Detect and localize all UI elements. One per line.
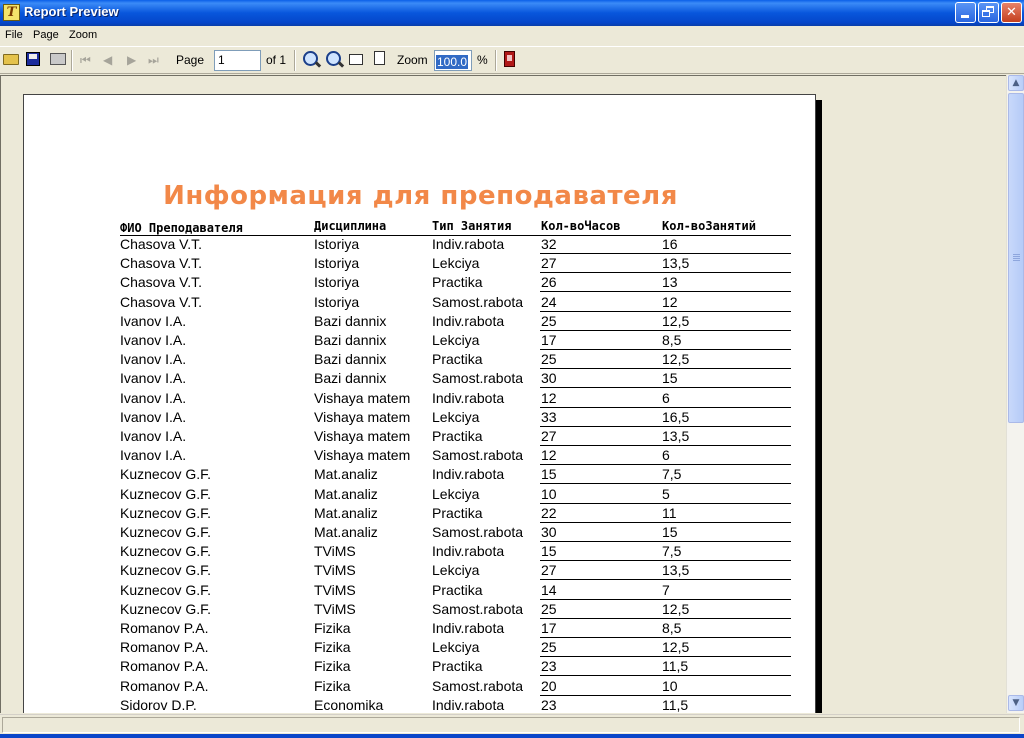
table-row [24,504,817,523]
table-row [24,657,817,676]
cell-hours: 14 [541,581,557,598]
cell-sessions: 13,5 [662,562,690,579]
cell-sessions: 8,5 [662,332,682,348]
cell-sessions: 11 [662,504,677,521]
zoom-input[interactable] [434,50,472,71]
cell-hours: 12 [541,447,557,464]
toolbar [0,46,1024,74]
whole-page-icon[interactable] [374,51,385,65]
percent-label: % [477,53,488,67]
cell-discipline: Mat.analiz [314,524,378,540]
cell-hours: 10 [541,485,557,502]
table-row [24,600,817,619]
cell-sessions: 15 [662,524,678,540]
cell-hours: 25 [541,600,557,617]
cell-teacher: Kuznecov G.F. [120,600,212,617]
exit-icon[interactable] [504,51,515,67]
cell-hours: 26 [541,274,557,291]
status-bar [0,714,1024,734]
cell-discipline: Fizika [314,639,351,656]
cell-teacher: Ivanov I.A. [120,351,187,368]
cell-discipline: Vishaya matem [314,408,411,425]
preview-area[interactable] [0,75,1006,713]
cell-teacher: Chasova V.T. [120,236,202,252]
cell-sessions: 15 [662,370,678,387]
cell-teacher: Ivanov I.A. [120,428,187,444]
cell-teacher: Chasova V.T. [120,255,202,272]
cell-teacher: Kuznecov G.F. [120,562,212,579]
cell-discipline: TViMS [314,562,356,579]
cell-hours: 12 [541,389,557,406]
cell-teacher: Kuznecov G.F. [120,524,212,540]
menu-bar [0,26,1024,45]
next-page-icon[interactable]: ▶ [127,53,137,67]
cell-sessions: 12 [662,293,678,310]
cell-type: Practika [432,658,483,675]
cell-sessions: 7,5 [662,543,682,560]
cell-teacher: Ivanov I.A. [120,389,187,406]
table-row [24,331,817,350]
last-page-icon[interactable]: ⏭ [148,53,159,67]
cell-hours: 25 [541,312,557,329]
grip-icon [1013,254,1020,261]
window-title: Report Preview [24,4,119,19]
cell-hours: 30 [541,370,557,387]
cell-discipline: Vishaya matem [314,428,411,444]
cell-type: Practika [432,504,483,521]
cell-type: Samost.rabota [432,600,524,617]
title-bar[interactable] [0,0,1024,26]
cell-type: Indiv.rabota [432,543,505,560]
cell-discipline: Fizika [314,677,351,694]
cell-type: Practika [432,581,483,598]
page-label: Page [176,53,205,67]
cell-type: Indiv.rabota [432,312,505,329]
save-icon[interactable] [26,52,40,66]
cell-sessions: 11,5 [662,658,689,675]
page-width-icon[interactable] [349,54,363,65]
scroll-thumb[interactable] [1008,93,1024,423]
zoom-value: 100.0 [437,55,468,69]
page-number-input[interactable]: 1 [214,50,261,71]
cell-type: Lekciya [432,255,480,272]
cell-teacher: Ivanov I.A. [120,312,187,329]
cell-discipline: Istoriya [314,236,360,252]
zoom-out-icon[interactable] [326,51,341,66]
restore-icon-front [982,10,990,17]
cell-hours: 23 [541,658,557,675]
open-icon[interactable] [3,54,19,65]
table-row [24,523,817,542]
cell-teacher: Ivanov I.A. [120,370,187,387]
menu-zoom[interactable]: Zoom [69,29,98,41]
app-icon: T [3,4,20,21]
table-row [24,427,817,446]
cell-type: Samost.rabota [432,447,524,464]
cell-type: Samost.rabota [432,524,524,540]
report-title: Информация для преподавателя [163,181,678,211]
first-page-icon[interactable]: ⏮ [80,53,91,67]
chevron-down-icon: ▼ [1012,698,1020,708]
cell-type: Indiv.rabota [432,389,505,406]
table-row [24,581,817,600]
cell-sessions: 12,5 [662,600,690,617]
cell-sessions: 13,5 [662,428,690,444]
column-header-hours: Кол-воЧасов [541,219,621,233]
table-row [24,542,817,561]
cell-sessions: 6 [662,447,670,464]
chevron-up-icon: ▲ [1012,78,1020,88]
cell-discipline: Bazi dannix [314,351,387,368]
cell-type: Lekciya [432,639,480,656]
table-row [24,561,817,580]
cell-discipline: Istoriya [314,255,360,272]
scroll-down-button[interactable] [1008,695,1024,711]
page-count-label: of 1 [266,53,287,67]
cell-sessions: 6 [662,389,670,406]
cell-type: Lekciya [432,408,480,425]
cell-teacher: Sidorov D.P. [120,696,197,713]
cell-type: Practika [432,428,483,444]
cell-teacher: Romanov P.A. [120,677,209,694]
cell-discipline: TViMS [314,600,356,617]
cell-hours: 25 [541,351,557,368]
cell-sessions: 12,5 [662,312,690,329]
cell-hours: 23 [541,696,557,713]
vertical-scrollbar[interactable] [1006,75,1024,713]
cell-discipline: Bazi dannix [314,312,387,329]
toolbar-separator [495,50,497,71]
cell-discipline: Economika [314,696,384,713]
close-button[interactable] [1001,2,1022,23]
table-row [24,638,817,657]
cell-teacher: Kuznecov G.F. [120,485,212,502]
cell-type: Lekciya [432,485,480,502]
cell-sessions: 13,5 [662,255,690,272]
cell-sessions: 16,5 [662,408,690,425]
table-row [24,350,817,369]
cell-teacher: Ivanov I.A. [120,408,187,425]
cell-discipline: Istoriya [314,274,360,291]
table-row [24,312,817,331]
cell-hours: 33 [541,408,557,425]
table-row [24,293,817,312]
cell-sessions: 7,5 [662,466,682,483]
scroll-up-button[interactable] [1008,75,1024,91]
cell-type: Indiv.rabota [432,696,505,713]
cell-hours: 25 [541,639,557,656]
cell-hours: 20 [541,677,557,694]
cell-discipline: Bazi dannix [314,332,387,348]
cell-discipline: Mat.analiz [314,485,378,502]
cell-sessions: 7 [662,581,670,598]
cell-discipline: Vishaya matem [314,447,411,464]
cell-sessions: 16 [662,236,678,252]
table-row [24,485,817,504]
close-icon: ✕ [1006,5,1017,20]
cell-hours: 27 [541,428,557,444]
cell-teacher: Romanov P.A. [120,658,209,675]
column-header-teacher: ФИО Преподавателя [120,221,243,235]
table-row [24,677,817,696]
cell-hours: 15 [541,466,557,483]
toolbar-separator [71,50,73,71]
cell-hours: 15 [541,543,557,560]
cell-sessions: 8,5 [662,620,682,636]
cell-type: Practika [432,351,483,368]
report-page [23,94,816,713]
cell-type: Lekciya [432,562,480,579]
cell-sessions: 11,5 [662,696,689,713]
zoom-in-icon[interactable] [303,51,318,66]
cell-sessions: 5 [662,485,670,502]
table-row [24,465,817,484]
cell-sessions: 12,5 [662,351,690,368]
cell-sessions: 12,5 [662,639,690,656]
menu-file[interactable]: File [5,29,23,41]
cell-discipline: Fizika [314,620,351,636]
restore-button[interactable] [978,2,999,23]
print-icon[interactable] [50,53,66,65]
prev-page-icon[interactable]: ◀ [103,53,113,67]
cell-teacher: Romanov P.A. [120,639,209,656]
cell-teacher: Kuznecov G.F. [120,504,212,521]
cell-hours: 27 [541,255,557,272]
cell-hours: 27 [541,562,557,579]
column-header-discipline: Дисциплина [314,219,387,233]
cell-discipline: Mat.analiz [314,466,378,483]
cell-hours: 17 [541,332,557,348]
cell-type: Samost.rabota [432,370,524,387]
column-header-sessions: Кол-воЗанятий [662,219,756,233]
cell-teacher: Ivanov I.A. [120,447,187,464]
table-row [24,254,817,273]
cell-discipline: Mat.analiz [314,504,378,521]
cell-discipline: Istoriya [314,293,360,310]
cell-type: Indiv.rabota [432,620,505,636]
status-pane [2,717,1020,733]
window-bottom-edge [0,734,1024,738]
cell-hours: 17 [541,620,557,636]
minimize-button[interactable] [955,2,976,23]
cell-sessions: 10 [662,677,678,694]
cell-type: Practika [432,274,483,291]
cell-teacher: Kuznecov G.F. [120,466,212,483]
cell-teacher: Chasova V.T. [120,274,202,291]
minimize-icon [961,15,969,18]
toolbar-separator [294,50,296,71]
cell-discipline: Vishaya matem [314,389,411,406]
table-row [24,446,817,465]
cell-type: Lekciya [432,332,480,348]
column-header-type: Тип Занятия [432,219,512,233]
cell-discipline: Fizika [314,658,351,675]
cell-teacher: Kuznecov G.F. [120,581,212,598]
table-row [24,696,817,713]
cell-hours: 30 [541,524,557,540]
cell-discipline: TViMS [314,543,356,560]
cell-type: Indiv.rabota [432,236,505,252]
cell-teacher: Romanov P.A. [120,620,209,636]
table-row [24,408,817,427]
cell-type: Indiv.rabota [432,466,505,483]
cell-hours: 32 [541,236,557,252]
cell-teacher: Chasova V.T. [120,293,202,310]
cell-hours: 24 [541,293,557,310]
zoom-label: Zoom [397,53,428,67]
cell-hours: 22 [541,504,557,521]
cell-teacher: Kuznecov G.F. [120,543,212,560]
table-row [24,273,817,292]
menu-page[interactable]: Page [33,29,59,41]
cell-type: Samost.rabota [432,293,524,310]
cell-discipline: TViMS [314,581,356,598]
cell-sessions: 13 [662,274,678,291]
table-row [24,619,817,638]
cell-discipline: Bazi dannix [314,370,387,387]
table-row [24,389,817,408]
cell-teacher: Ivanov I.A. [120,332,187,348]
table-row [24,369,817,388]
table-row [24,235,817,254]
cell-type: Samost.rabota [432,677,524,694]
